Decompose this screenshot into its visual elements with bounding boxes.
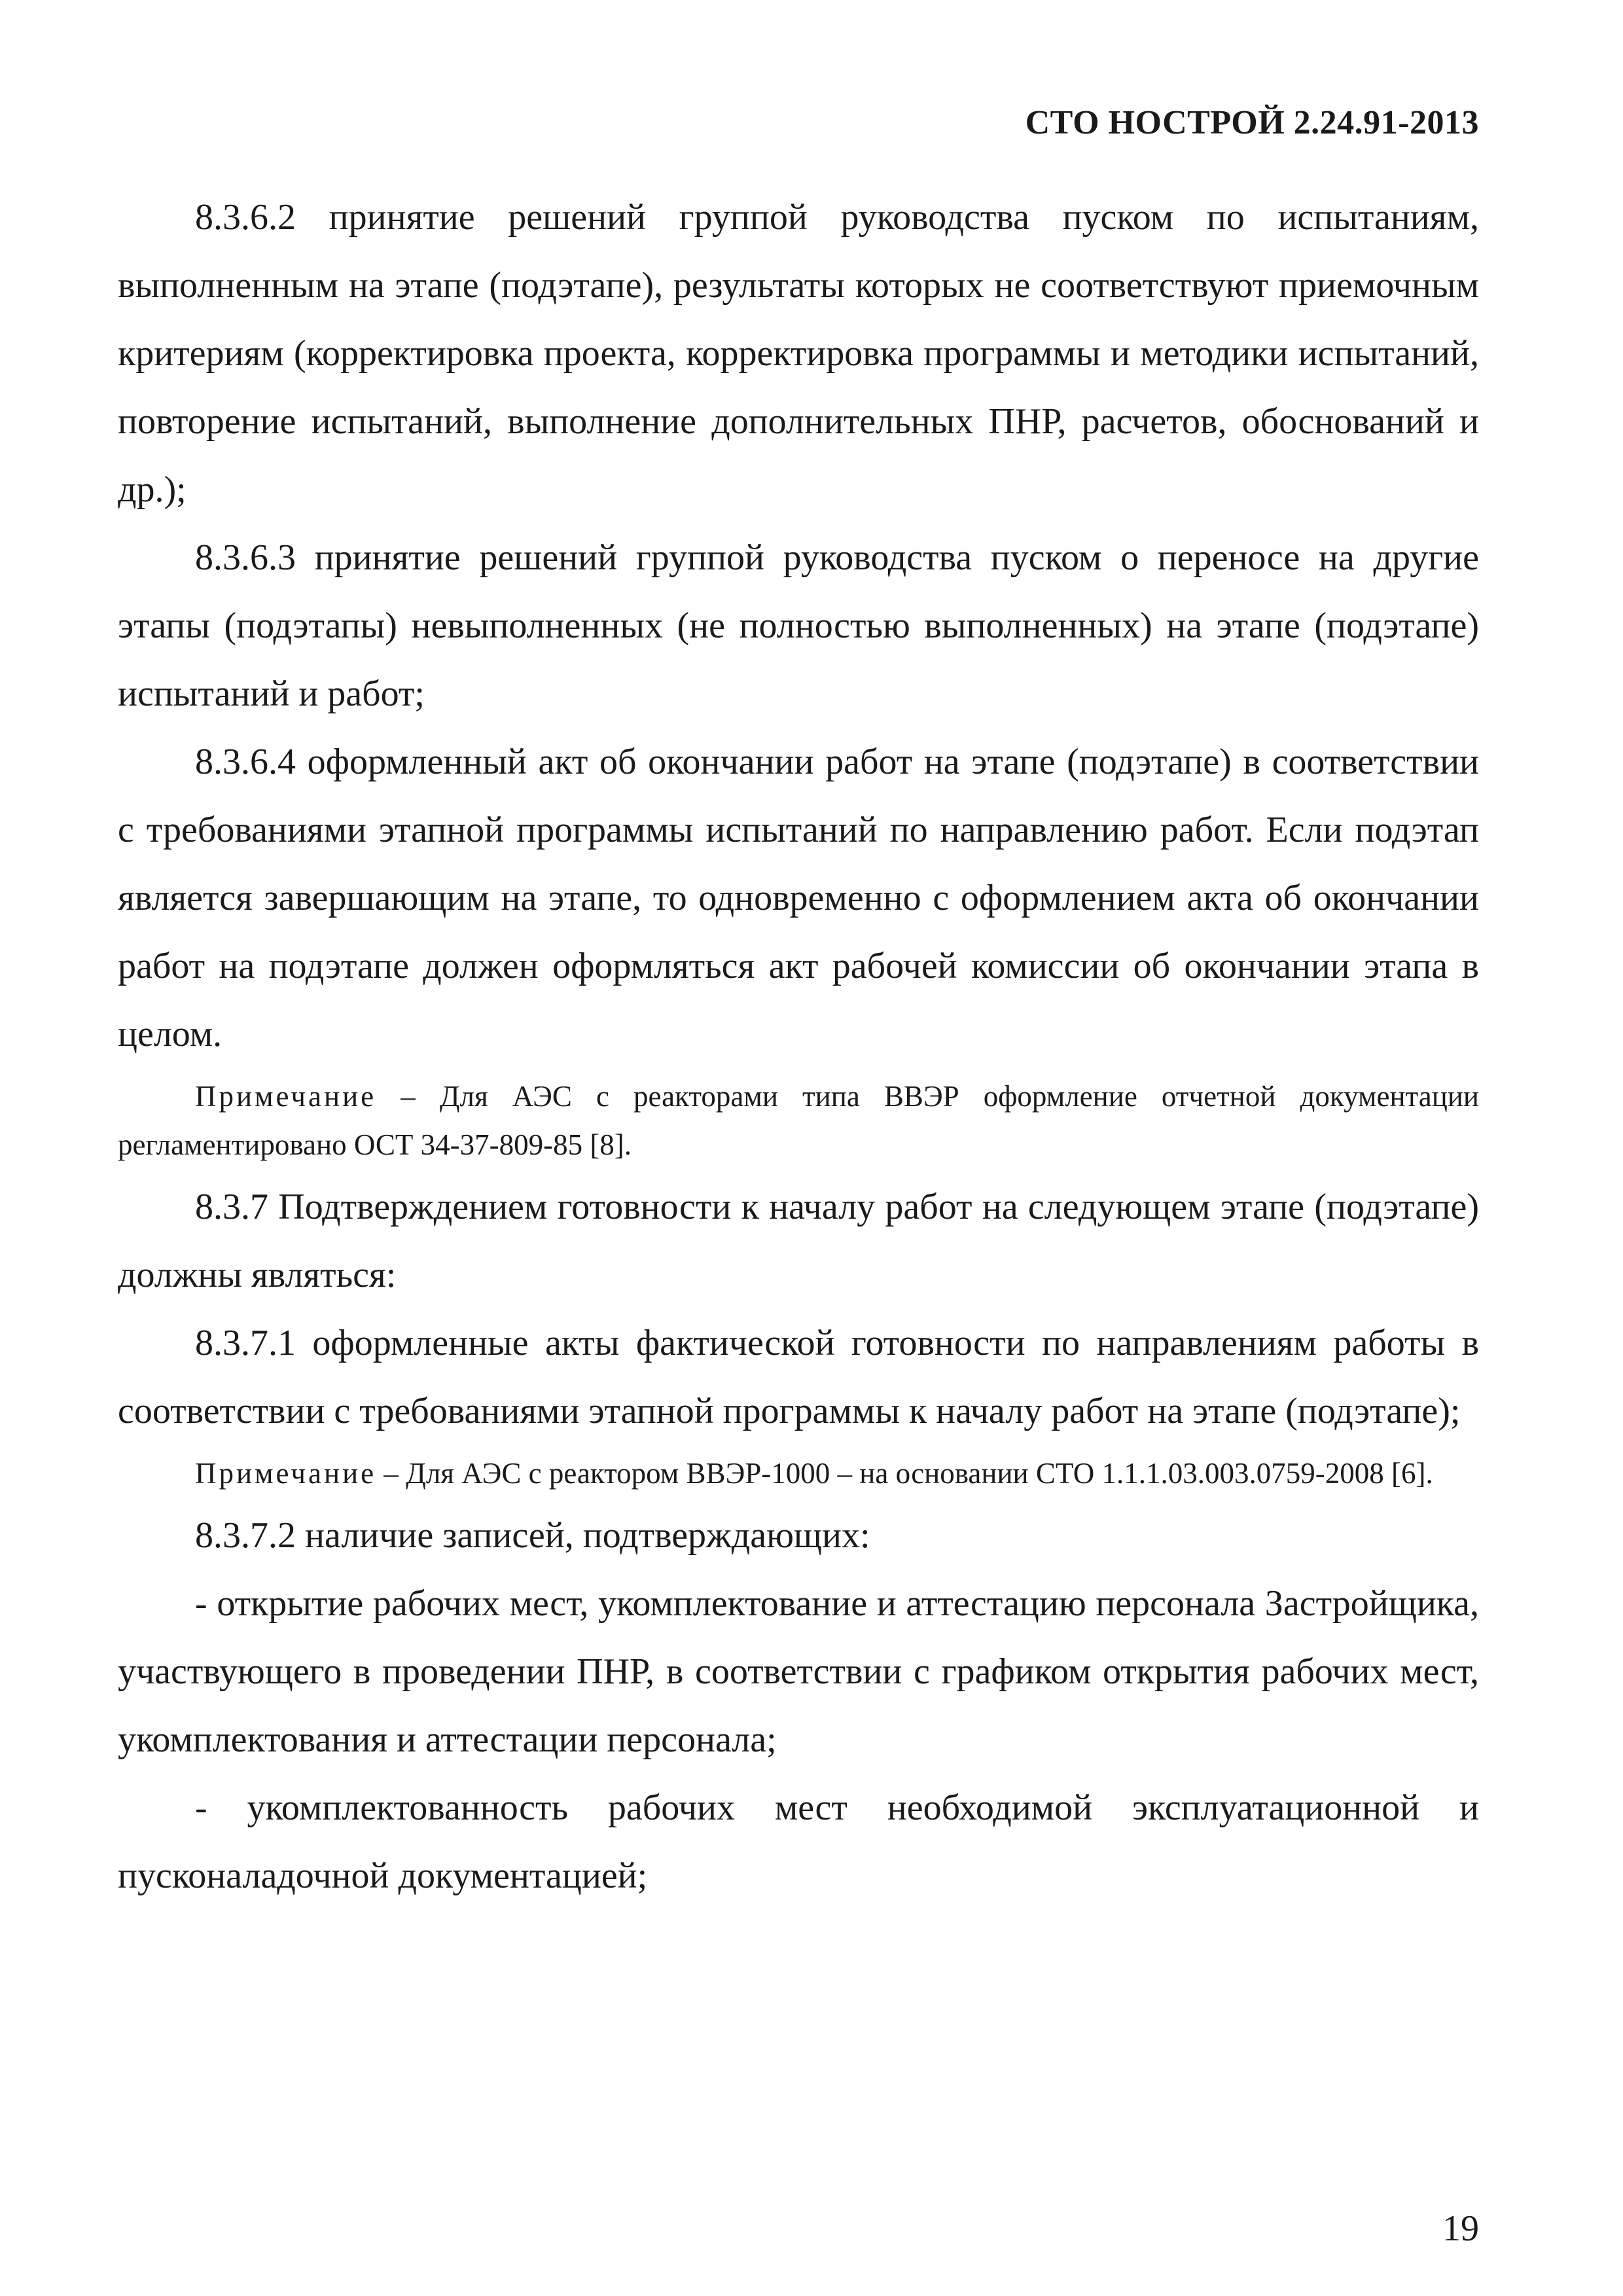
document-body [118,183,1479,1910]
paragraph-8-3-6-2: 8.3.6.2 принятие решений группой руководства пуском по испытаниям, выполненным на этапе (подэтапе), результаты которых не соответствуют приемочным критериям (корректировка проекта, корректировка программы и методики испытаний, повторение испытаний, выполнение дополнительных ПНР, расчетов, обоснований и др.); [118,197,1479,510]
note-2 [118,1449,1479,1498]
paragraph-8-3-7-2: 8.3.7.2 наличие записей, подтверждающих: [195,1515,870,1556]
list-item-workplaces: - открытие рабочих мест, укомплектование и аттестацию персонала Застройщика, участвующего в проведении ПНР, в соответствии с графиком открытия рабочих мест, укомплектования и аттестации персонала; [118,1583,1479,1760]
paragraph-8-3-7-1: 8.3.7.1 оформленные акты фактической готовности по направлениям работы в соответствии с требованиями этапной программы к началу работ на этапе (подэтапе); [118,1323,1479,1431]
page-number: 19 [1442,2208,1479,2249]
document-header: СТО НОСТРОЙ 2.24.91-2013 [1025,104,1479,141]
list-item-documentation: - укомплектованность рабочих мест необходимой эксплуатационной и пусконаладочной документацией; [118,1787,1479,1896]
note-text: – Для АЭС с реактором ВВЭР-1000 – на основании СТО 1.1.1.03.003.0759-2008 [6]. [376,1457,1433,1490]
note-1 [118,1072,1479,1169]
note-label: Примечание [195,1457,377,1490]
paragraph-8-3-7: 8.3.7 Подтверждением готовности к началу работ на следующем этапе (подэтапе) должны являться: [118,1187,1479,1295]
paragraph-8-3-6-3: 8.3.6.3 принятие решений группой руководства пуском о переносе на другие этапы (подэтапы) невыполненных (не полностью выполненных) на этапе (подэтапе) испытаний и работ; [118,537,1479,714]
note-text: – Для АЭС с реакторами типа ВВЭР оформление отчетной документации регламентировано ОСТ 34-37-809-85 [8]. [118,1080,1479,1161]
note-label: Примечание [195,1080,377,1113]
paragraph-8-3-6-4: 8.3.6.4 оформленный акт об окончании работ на этапе (подэтапе) в соответствии с требованиями этапной программы испытаний по направлению работ. Если подэтап является завершающим на этапе, то одновременно с оформлением акта об окончании работ на подэтапе должен оформляться акт рабочей комиссии об окончании этапа в целом. [118,742,1479,1054]
